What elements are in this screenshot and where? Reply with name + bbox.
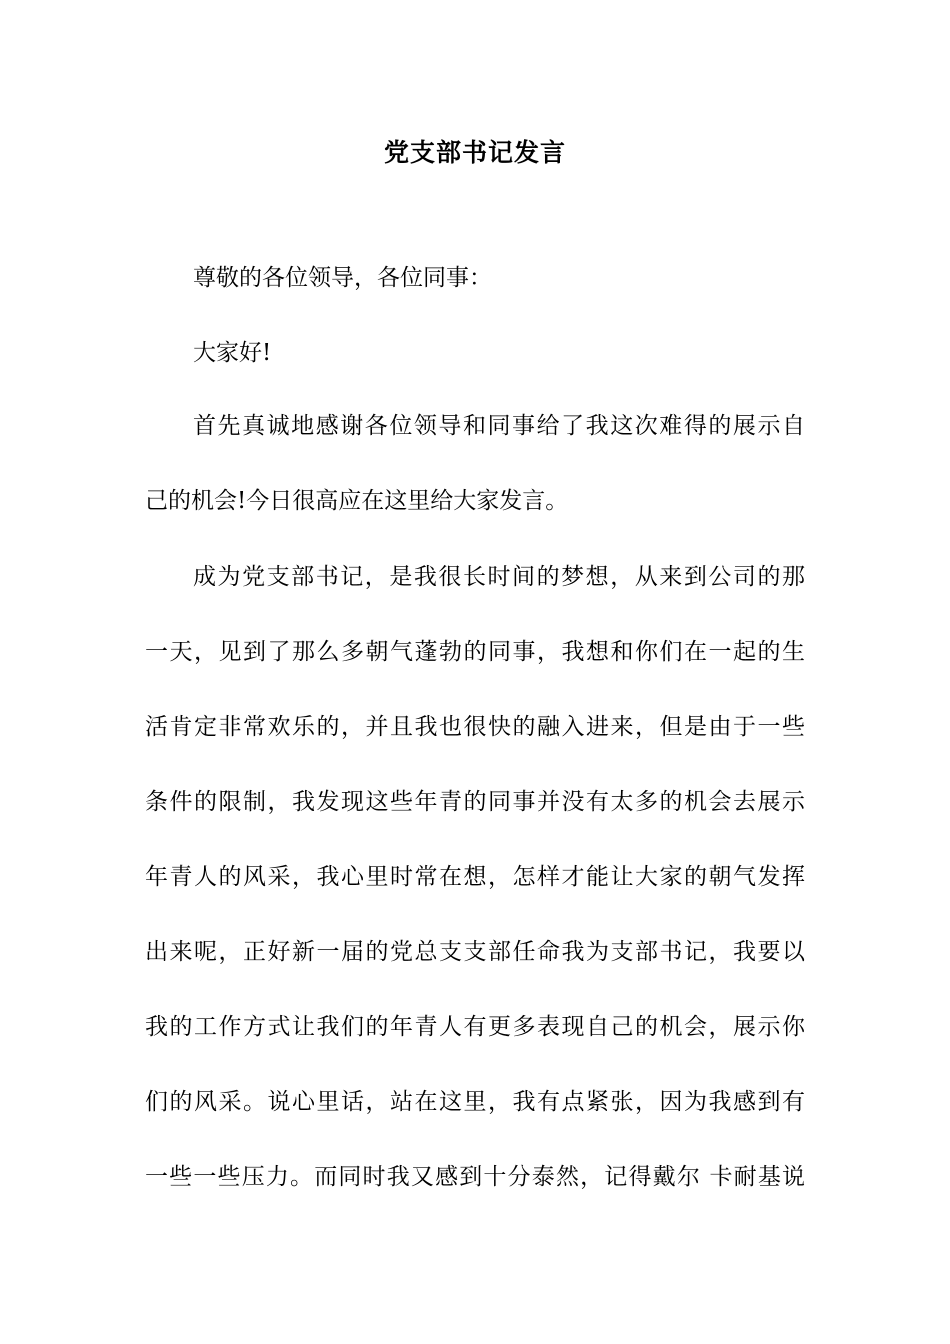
paragraph1-line: 己的机会!今日很高应在这里给大家发言。 (145, 488, 569, 514)
paragraph2-line: 出来呢，正好新一届的党总支支部任命我为支部书记，我要以 (145, 939, 805, 965)
paragraph1-line: 首先真诚地感谢各位领导和同事给了我这次难得的展示自 (193, 413, 805, 439)
paragraph2-line: 们的风采。说心里话，站在这里，我有点紧张，因为我感到有 (145, 1089, 805, 1115)
paragraph2-line: 一些一些压力。而同时我又感到十分泰然，记得戴尔 卡耐基说 (145, 1164, 805, 1190)
document-title: 党支部书记发言 (383, 138, 566, 167)
paragraph2-line: 活肯定非常欢乐的，并且我也很快的融入进来，但是由于一些 (145, 714, 805, 740)
paragraph2-line: 一天，见到了那么多朝气蓬勃的同事，我想和你们在一起的生 (145, 639, 805, 665)
paragraph2-line: 我的工作方式让我们的年青人有更多表现自己的机会，展示你 (145, 1014, 805, 1040)
paragraph2-line: 年青人的风采，我心里时常在想，怎样才能让大家的朝气发挥 (145, 864, 805, 890)
paragraph2-line: 成为党支部书记，是我很长时间的梦想，从来到公司的那 (193, 564, 805, 590)
paragraph2-line: 条件的限制，我发现这些年青的同事并没有太多的机会去展示 (145, 789, 805, 815)
greeting-line: 大家好! (193, 340, 272, 366)
salutation-line: 尊敬的各位领导，各位同事： (193, 265, 492, 291)
